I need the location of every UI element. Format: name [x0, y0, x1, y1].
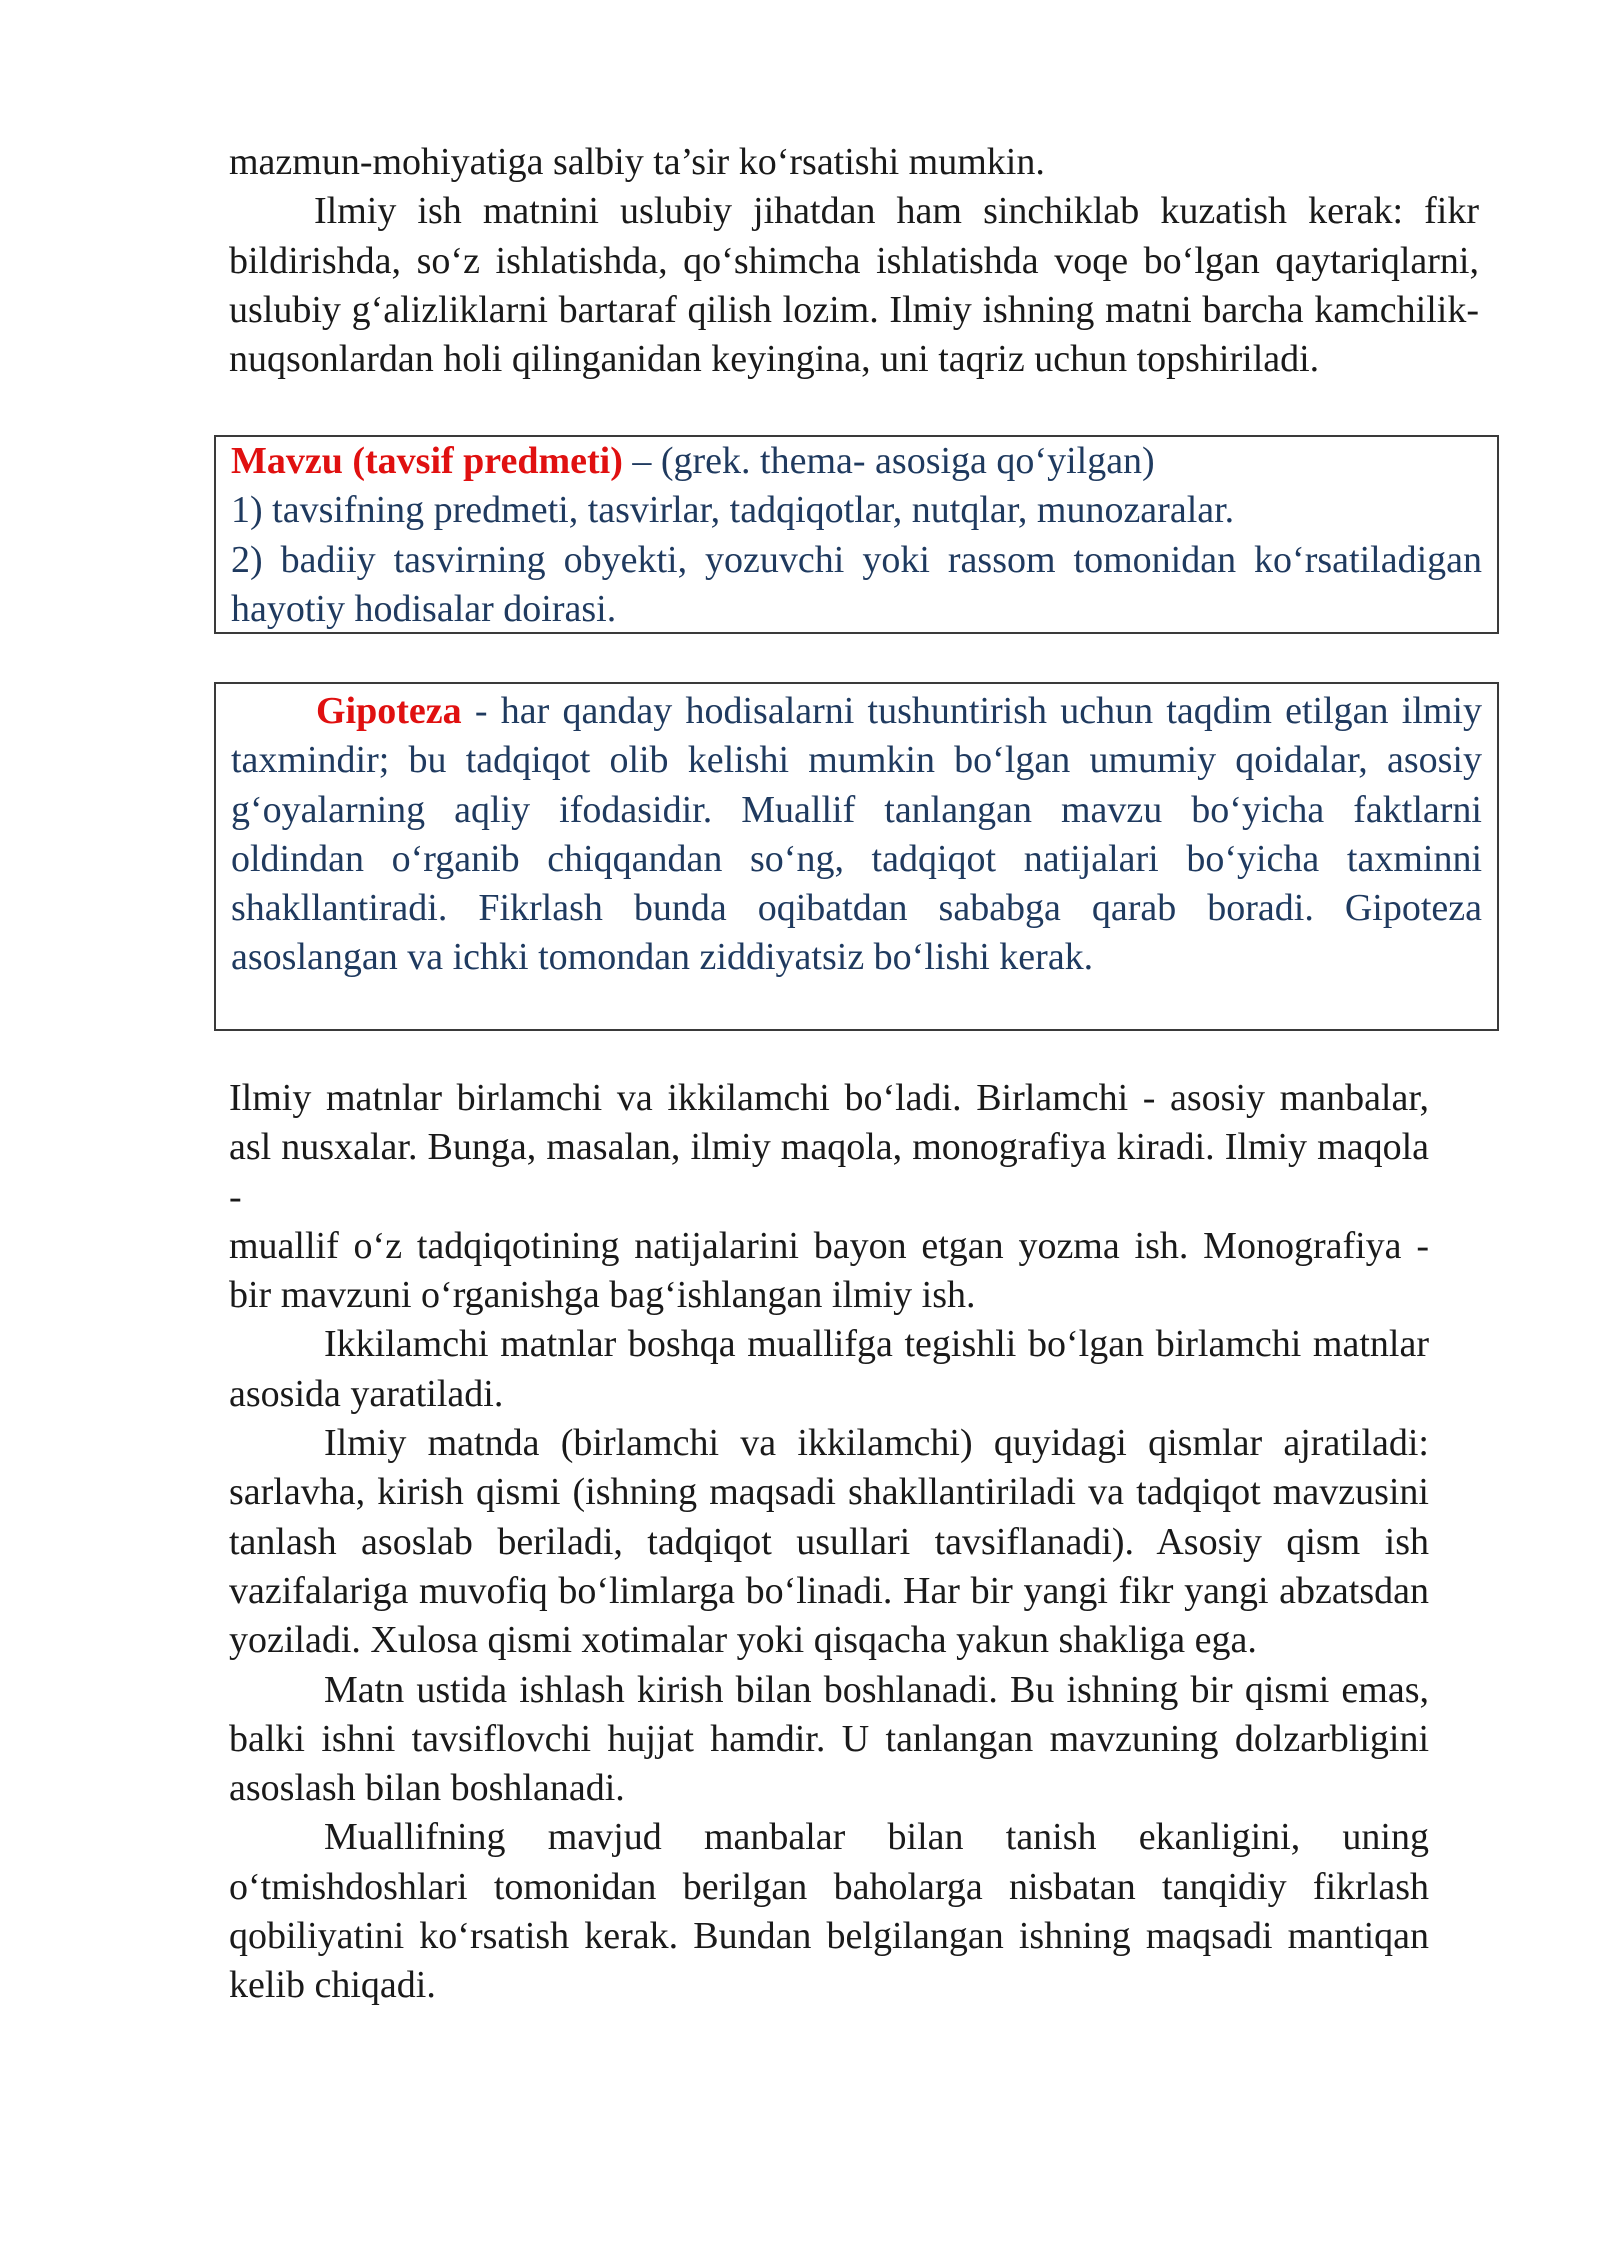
- mavzu-etymology: – (grek. thema- asosiga qo‘yilgan): [622, 440, 1155, 482]
- mavzu-item-1: 1) tavsifning predmeti, tasvirlar, tadqiqotlar, nutqlar, munozaralar.: [231, 489, 1235, 532]
- gipoteza-paragraph: [231, 687, 1482, 983]
- definition-box-gipoteza: [214, 682, 1499, 1031]
- body-paragraph-3: Ilmiy matnda (birlamchi va ikkilamchi) quyidagi qismlar ajratiladi: sarlavha, kirish qismi (ishning maqsadi shakllantiriladi va tadqiqot mavzusini tanlash asoslab beriladi, tadqiqot usullari tavsiflanadi). Asosiy qism ish vazifalariga muvofiq bo‘limlarga bo‘linadi. Har bir yangi fikr yangi abzatsdan yoziladi. Xulosa qismi xotimalar yoki qisqacha yakun shakliga ega.: [229, 1422, 1429, 1662]
- body-paragraph-2: Ikkilamchi matnlar boshqa muallifga tegishli bo‘lgan birlamchi matnlar asosida yaratiladi.: [229, 1323, 1429, 1415]
- gipoteza-definition: - har qanday hodisalarni tushuntirish uchun taqdim etilgan ilmiy taxmindir; bu tadqiqot olib kelishi mumkin bo‘lgan umumiy qoidalar, asosiy g‘oyalarning aqliy ifodasidir. Muallif tanlangan mavzu bo‘yicha faktlarni oldindan o‘rganib chiqqandan so‘ng, tadqiqot natijalari bo‘yicha taxminni shakllantiradi. Fikrlash bunda oqibatdan sababga qarab boradi. Gipoteza asoslangan va ichki tomondan ziddiyatsiz bo‘lishi kerak.: [231, 690, 1482, 979]
- mavzu-heading: [231, 437, 1482, 486]
- mavzu-term: Mavzu (tavsif predmeti): [231, 440, 623, 482]
- mavzu-item-2: 2) badiiy tasvirning obyekti, yozuvchi yoki rassom tomonidan ko‘rsatiladigan hayotiy hodisalar doirasi.: [231, 538, 1482, 630]
- body-paragraph-1a: Ilmiy matnlar birlamchi va ikkilamchi bo‘ladi. Birlamchi - asosiy manbalar, asl nusxalar. Bunga, masalan, ilmiy maqola, monografiya kiradi. Ilmiy maqola -: [229, 1077, 1429, 1218]
- intro-paragraph: Ilmiy ish matnini uslubiy jihatdan ham sinchiklab kuzatish kerak: fikr bildirishda, so‘z ishlatishda, qo‘shimcha ishlatishda voqe bo‘lgan qaytariqlarni, uslubiy g‘alizliklarni bartaraf qilish lozim. Ilmiy ishning matni barcha kamchilik-nuqsonlardan holi qilinganidan keyingina, uni taqriz uchun topshiriladi.: [229, 190, 1479, 381]
- body-section: [229, 1074, 1429, 2011]
- intro-line: mazmun-mohiyatiga salbiy ta’sir ko‘rsatishi mumkin.: [229, 141, 1045, 183]
- body-paragraph-4: Matn ustida ishlash kirish bilan boshlanadi. Bu ishning bir qismi emas, balki ishni tavsiflovchi hujjat hamdir. U tanlangan mavzuning dolzarbligini asoslash bilan boshlanadi.: [229, 1668, 1429, 1810]
- definition-box-mavzu: [214, 435, 1499, 634]
- gipoteza-term: Gipoteza: [316, 690, 462, 732]
- intro-section: [229, 138, 1479, 384]
- body-paragraph-5: Muallifning mavjud manbalar bilan tanish ekanligini, uning o‘tmishdoshlari tomonidan berilgan baholarga nisbatan tanqidiy fikrlash qobiliyatini ko‘rsatish kerak. Bundan belgilangan ishning maqsadi mantiqan kelib chiqadi.: [229, 1816, 1429, 2007]
- document-page: [229, 138, 1482, 2007]
- body-paragraph-1b: muallif o‘z tadqiqotining natijalarini bayon etgan yozma ish. Monografiya - bir mavzuni o‘rganishga bag‘ishlangan ilmiy ish.: [229, 1224, 1429, 1317]
